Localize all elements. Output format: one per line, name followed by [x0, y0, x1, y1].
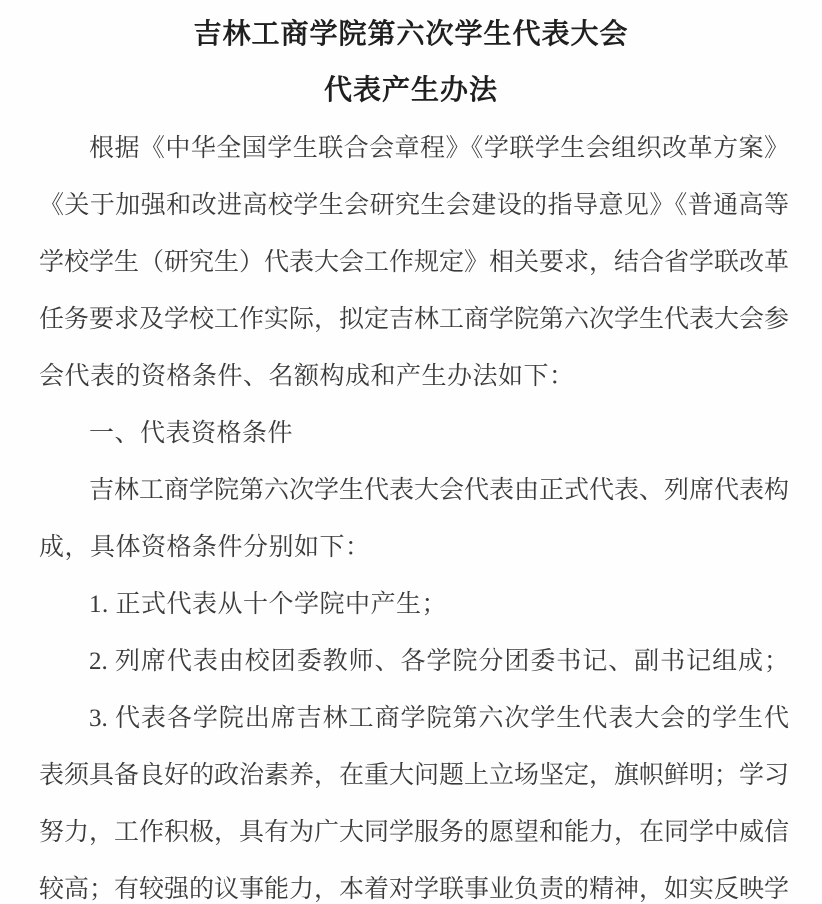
text-line: 任务要求及学校工作实际，拟定吉林工商学院第六次学生代表大会参: [39, 306, 790, 333]
text-line: 一、代表资格条件: [89, 420, 294, 447]
document-body: [0, 120, 822, 904]
text-line: 较高；有较强的议事能力，本着对学联事业负责的精神，如实反映学: [39, 876, 790, 903]
text-line: 表须具备良好的政治素养，在重大问题上立场坚定，旗帜鲜明；学习: [39, 762, 790, 789]
text-line: 吉林工商学院第六次学生代表大会代表由正式代表、列席代表构: [89, 477, 790, 504]
text-line: 根据《中华全国学生联合会章程》《学联学生会组织改革方案》: [89, 135, 789, 162]
text-line: 成，具体资格条件分别如下：: [39, 534, 371, 561]
text-line: 2. 列席代表由校团委教师、各学院分团委书记、副书记组成；: [89, 648, 789, 675]
text-line: 1. 正式代表从十个学院中产生；: [89, 591, 448, 618]
text-line: 学校学生（研究生）代表大会工作规定》相关要求，结合省学联改革: [39, 249, 790, 276]
text-line: 努力，工作积极，具有为广大同学服务的愿望和能力，在同学中威信: [39, 819, 790, 846]
text-line: 《关于加强和改进高校学生会研究生会建设的指导意见》《普通高等: [39, 192, 789, 219]
document-title-block: [0, 0, 822, 112]
document-title-line1: 吉林工商学院第六次学生代表大会: [193, 19, 629, 50]
document-title-line2: 代表产生办法: [323, 75, 498, 106]
text-line: 3. 代表各学院出席吉林工商学院第六次学生代表大会的学生代: [89, 705, 789, 732]
text-line: 会代表的资格条件、名额构成和产生办法如下：: [39, 363, 575, 390]
